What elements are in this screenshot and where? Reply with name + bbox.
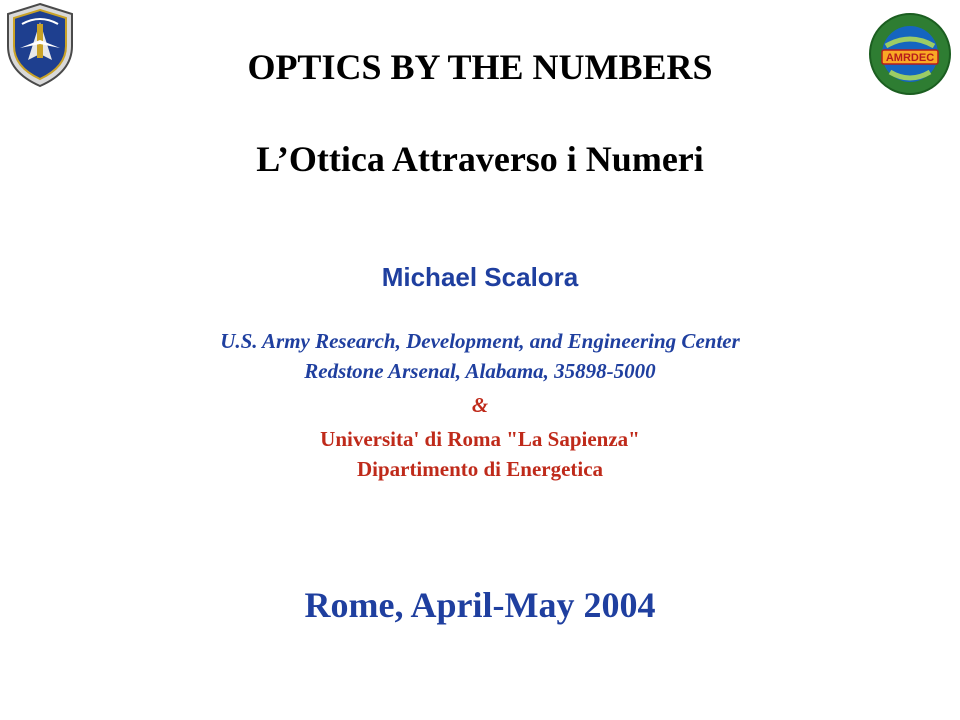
slide-footer-date: Rome, April-May 2004 (304, 585, 656, 625)
amrdec-badge-text: AMRDEC (885, 52, 935, 64)
affiliation-ampersand: & (471, 393, 489, 417)
author-name: Michael Scalora (381, 262, 579, 292)
slide-title: OPTICS BY THE NUMBERS (247, 47, 713, 87)
affiliation-line-2: Redstone Arsenal, Alabama, 35898-5000 (304, 359, 656, 383)
affiliation-line-3: Universita' di Roma "La Sapienza" (320, 427, 640, 451)
affiliation-line-1: U.S. Army Research, Development, and Engineering Center (220, 329, 740, 353)
affiliation-line-4: Dipartimento di Energetica (356, 457, 604, 481)
slide-subtitle: L’Ottica Attraverso i Numeri (256, 139, 704, 179)
